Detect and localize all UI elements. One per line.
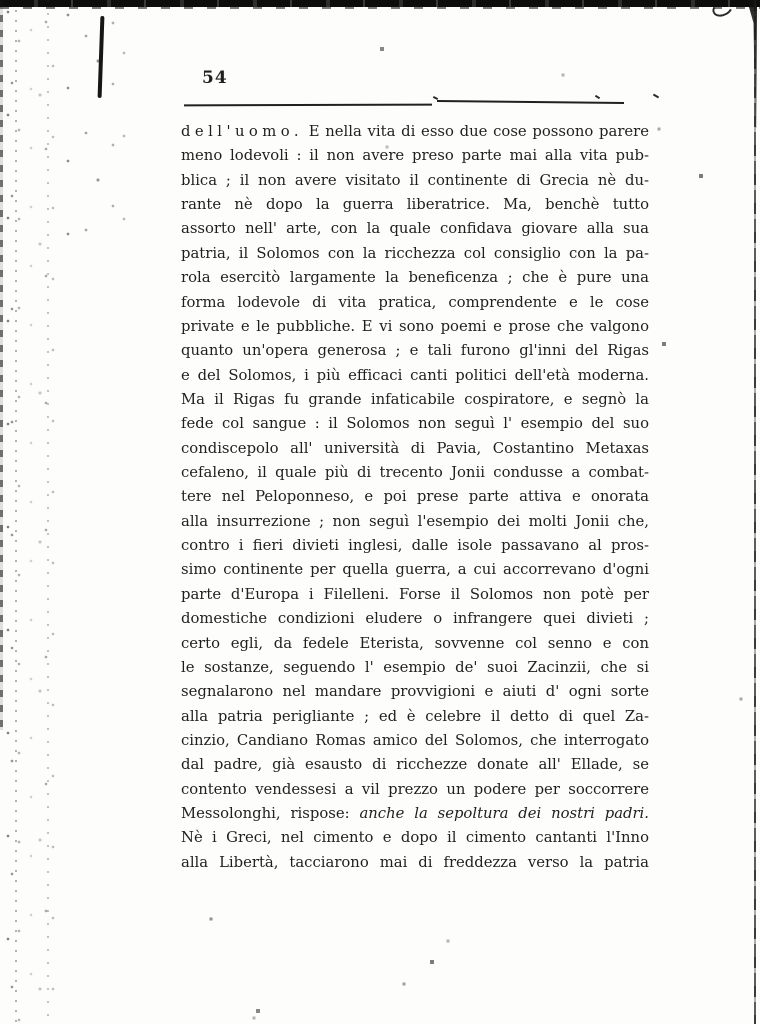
text-line: patria, il Solomos con la ricchezza col consiglio con la pa- xyxy=(181,244,649,262)
text-line: certo egli, da fedele Eterista, sovvenne col senno e con xyxy=(181,634,649,652)
text-line: Ma il Rigas fu grande infaticabile cospiratore, e segnò la xyxy=(181,390,649,408)
text-line: fede col sangue : il Solomos non seguì l' esempio del suo xyxy=(181,415,649,433)
text-line xyxy=(181,802,649,826)
italic-quote: anche la sepoltura dei nostri padri. xyxy=(359,805,649,823)
rule-tick-mark xyxy=(653,94,659,99)
line-pre: Messolonghi, rispose: xyxy=(181,805,350,823)
scan-noise-top-left xyxy=(58,6,136,256)
page-number: 54 xyxy=(202,68,228,88)
text-line xyxy=(181,120,649,144)
text-line: Nè i Greci, nel cimento e dopo il cimento cantanti l'Inno xyxy=(181,829,649,847)
text-line: meno lodevoli : il non avere preso parte mai alla vita pub- xyxy=(181,147,649,165)
text-line: rante nè dopo la guerra liberatrice. Ma, benchè tutto xyxy=(181,196,649,214)
text-line: segnalarono nel mandare provvigioni e aiuti d' ogni sorte xyxy=(181,683,649,701)
rule-tick-mark xyxy=(595,95,600,99)
text-line: e del Solomos, i più efficaci canti politici dell'età moderna. xyxy=(181,366,649,384)
text-line: le sostanze, seguendo l' esempio de' suoi Zacinzii, che si xyxy=(181,658,649,676)
text-line: cinzio, Candiano Romas amico del Solomos, che interrogato xyxy=(181,731,649,749)
text-line: alla insurrezione ; non seguì l'esempio dei molti Jonii che, xyxy=(181,512,649,530)
body-text xyxy=(181,120,649,875)
rule-tick-mark xyxy=(433,96,438,100)
text-line: forma lodevole di vita pratica, comprendente e le cose xyxy=(181,293,649,311)
header-rule-left xyxy=(184,104,432,107)
text-line: alla Libertà, tacciarono mai di freddezza verso la patria xyxy=(181,853,649,871)
scan-noise-left-binding xyxy=(0,0,62,1024)
text-line: contento vendessesi a vil prezzo un podere per soccorrere xyxy=(181,780,649,798)
text-line: cefaleno, il quale più di trecento Jonii condusse a combat- xyxy=(181,464,649,482)
header-rule-right xyxy=(437,100,624,104)
text-line: simo continente per quella guerra, a cui accorrevano d'ogni xyxy=(181,561,649,579)
text-line: private e le pubbliche. E vi sono poemi e prose che valgono xyxy=(181,317,649,335)
text-line: rola esercitò largamente la beneficenza ; che è pure una xyxy=(181,269,649,287)
line-rest: E nella vita di esso due cose possono parere xyxy=(308,123,649,140)
text-line: alla patria perigliante ; ed è celebre il detto di quel Za- xyxy=(181,707,649,725)
scan-edge-right xyxy=(754,0,756,1024)
text-line: condiscepolo all' università di Pavia, Costantino Metaxas xyxy=(181,439,649,457)
text-line: blica ; il non avere visitato il continente di Grecia nè du- xyxy=(181,171,649,189)
text-line: assorto nell' arte, con la quale confidava giovare alla sua xyxy=(181,220,649,238)
text-line: domestiche condizioni eludere o infrangere quei divieti ; xyxy=(181,610,649,628)
text-line: contro i fieri divieti inglesi, dalle isole passavano al pros- xyxy=(181,537,649,555)
text-line: dal padre, già esausto di ricchezze donate all' Ellade, se xyxy=(181,756,649,774)
text-line: parte d'Europa i Filelleni. Forse il Solomos non potè per xyxy=(181,585,649,603)
text-line: quanto un'opera generosa ; e tali furono gl'inni del Rigas xyxy=(181,342,649,360)
text-line: tere nel Peloponneso, e poi prese parte attiva e onorata xyxy=(181,488,649,506)
spaced-word: dell'uomo. xyxy=(181,123,303,140)
scan-speckles xyxy=(0,0,2,2)
